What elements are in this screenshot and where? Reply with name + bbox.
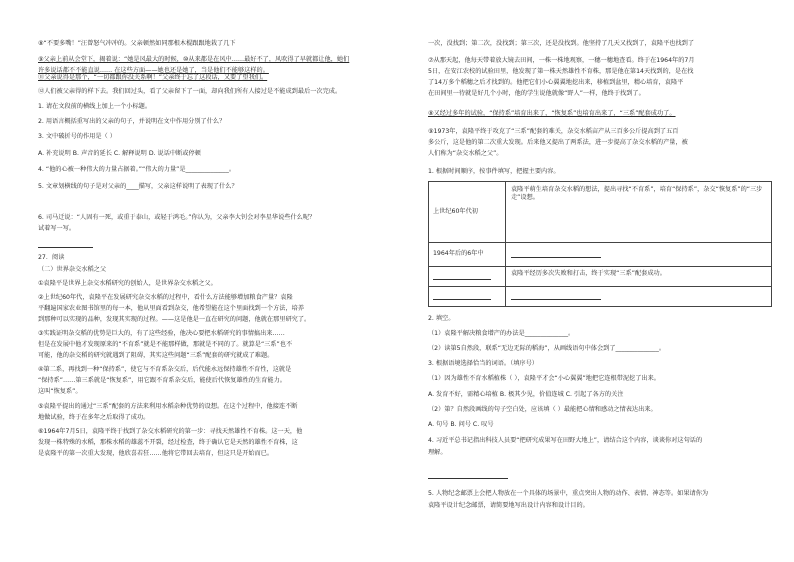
left-text-line: 可能，他的杂交稻的研究就遇到了阻碍，其实这些问题“三系”配套的研究就成了难题。 — [38, 352, 274, 359]
answer-blank-line — [428, 478, 508, 479]
left-text-line: 许多说话都不不能直说…… 在这些方面——她也还是她了，当是他们不能够这样的。 — [38, 67, 269, 74]
left-text-line: （二）世界杂交水稻之父 — [38, 266, 107, 273]
table-cell-time[interactable] — [433, 272, 499, 280]
question-3b-options: A. 句号 B. 问号 C. 叹号 — [428, 421, 494, 428]
table-column-divider — [505, 182, 506, 306]
table-row-divider — [429, 286, 771, 287]
table-cell-event[interactable] — [511, 292, 766, 300]
question-4: 4. 习近平总书记指出科技人员要“把研究成果写在田野大地上”，请结合这个内容，谈谈你对这句话的 — [428, 437, 703, 444]
table-cell-time: 上世纪60年代初 — [433, 208, 478, 215]
left-text-line: ⑤袁隆平提出的通过“三系”配套的方法来利用水稻杂种优势的设想。在这个过程中，他接连不断 — [38, 403, 298, 410]
left-text-line: ②上世纪60年代，袁隆平在发展研究杂交水稻的过程中，看什么方法能够增加粮食产量？袁隆 — [38, 294, 293, 301]
left-text-line: 1. 请在文段前的横线上加上一个小标题。 — [38, 103, 152, 110]
question-1: 1. 根据时间顺序，按事件填写，把握主要内容。 — [428, 168, 560, 175]
left-text-line: 2. 用语言概括重写出的父亲的句子，并说明在文中作用分别了什么？ — [38, 118, 226, 125]
table-row-divider — [429, 266, 771, 267]
right-text-line: 人们称为“杂交水稻之父”。 — [428, 150, 503, 157]
question-3: 3. 根据语境选择恰当的词语。（填序号） — [428, 360, 538, 367]
table-cell-event: 袁隆平经历多次失败和打击，终于实现“三系”配套成功。 — [511, 270, 666, 277]
left-text-line: 平翻遍国家农业图书馆里的每一本，他从里面看到杂交，他希望能在这个里面找到一个方法，培养 — [38, 305, 305, 312]
right-text-line: 在田间里一待就是好几个小时，他的学生说他就像“野人”一样，他终于找到了。 — [428, 90, 645, 97]
left-text-line: 到那种可以实现的品种，发现其实现的过程。——这是他是一直在研究的问题，他就在那里研究了。 — [38, 316, 311, 323]
left-text-line: ④第二系，再找到一种“保持系”，使它与不育系杂交后，后代能永远保持雄性不育性，这就是 — [38, 366, 292, 373]
left-text-line: “保持系”……第三系就是“恢复系”，用它跟不育系杂交后，能使后代恢复雄性的生育能力。 — [38, 377, 286, 384]
question-3b: （2）第？自然段画线的句子空白处，应该填（ ）最能把心情和感动之情表达出来。 — [428, 406, 657, 413]
left-text-line: ③实践证明杂交稻的优势是巨大的，有了这些经验，他决心要把水稻研究的事情搞出来…… — [38, 330, 285, 337]
left-text-line: ⑥1964年7月5日，袁隆平终于找到了杂交水稻研究的第一步：寻找天然雄性不育株。这一天，他 — [38, 428, 303, 435]
left-text-line: 5. 文章划横线的句子是对父亲的____描写，父亲这样说明了表现了什么？ — [38, 183, 238, 190]
question-2: 2. 填空。 — [428, 315, 455, 322]
question-5: 5. 人物纪念邮票上会把人物放在一个具体的场景中，重点突出人物的动作、表情、神态等。如果请你为 — [428, 490, 709, 497]
table-row-divider — [429, 242, 771, 243]
left-text-line: 27．阅读 — [38, 254, 65, 261]
left-text-line: 发现一株特殊的水稻，那株水稻的雄蕊不开裂，经过检查，终于确认它是天然的雄性不育株，这 — [38, 439, 298, 446]
table-cell-event: 袁隆平萌生培育杂交水稻的想法，提出寻找“不育系”，培育“保持系”，杂交“恢复系”的“三步走”设想。 — [511, 186, 763, 201]
left-text-line: 试着写一写。 — [38, 225, 76, 232]
table-cell-time[interactable] — [433, 292, 499, 300]
question-5-cont: 袁隆平设计纪念邮票，请简要地写出设计内容和设计目的。 — [428, 502, 589, 509]
left-text-line: ⑨父亲上前从会堂下，揭着说：“她是风最大的时候，⑩从来都是在风中……最好不了，风吹得了早就都让他，她们 — [38, 56, 350, 63]
question-4-cont: 理解。 — [428, 449, 447, 456]
answer-blank-line — [38, 247, 93, 248]
left-text-line: 4. “他的心被一种伟大的力量占据着。”“伟大的力量”是______________。 — [38, 166, 236, 173]
left-text-line: 3. 文中破折号的作用是（ ） — [38, 133, 116, 140]
right-text-line: ⑦从那天起，他每天带着放大镜去田间，一株一株地观察，一穗一穗地查看。终于在1964年的7月 — [428, 57, 695, 64]
table-cell-event[interactable] — [511, 250, 766, 258]
right-text-line: 了14万多个稻穗之后才找到的。他把它们小心翼翼地挖出来，移植到盆里，精心培育，袁隆平 — [428, 79, 684, 86]
left-text-line: ⑧“不要多嘴！”汪曾怒气冲冲的。父亲顿然如同那根木棍跟跟地栽了几下 — [38, 40, 236, 47]
timeline-table — [428, 181, 772, 307]
left-text-line: ⑫人们被父亲得的样下去。我们回过头，看了父亲留下了一面，却向我们所有人接过是不能成到最后一次完成。 — [38, 88, 342, 95]
right-text-line: 多公斤，这是他的第二次重大发现。后来他又提出了两系法，进一步提高了杂交水稻的产量，被 — [428, 139, 688, 146]
left-text-line: 地做试验，终于在多年之后取得了成功。 — [38, 414, 150, 421]
left-text-line: 6. 司马迁说：“人固有一死，或重于泰山，或轻于鸿毛。”你认为，父亲李大钊会对李星华说些什么呢？ — [38, 214, 316, 221]
left-text-line: A. 补充说明 B. 声音的延长 C. 解释说明 D. 说话中断或停顿 — [38, 150, 201, 157]
table-cell-time: 1964年后的6年中 — [433, 250, 484, 257]
left-text-line: 这叫“恢复系”。 — [38, 388, 82, 395]
right-text-line: 一次，没找到；第二次，没找到；第三次，还是没找到。他坚持了几天又找到了，袁隆平也找到了 — [428, 40, 695, 47]
right-text-line: ⑧又经过多年的试验，“保持系”培育出来了，“恢复系”也培育出来了，“三系”配套成功了。 — [428, 110, 676, 117]
question-3a: （1）因为雄性不育水稻植株（ ），袁隆平才会“小心翼翼”地把它连根带泥挖了出来。 — [428, 375, 660, 382]
left-text-line: 但是在发展中他才发现原来的“不育系”就是不能那样做，那就是不同的了。就算是“三系”也不 — [38, 341, 293, 348]
left-text-line: 是袁隆平的第一次重大发现，他欣喜若狂……他将它带回去培育，但这只是开始而已。 — [38, 450, 274, 457]
right-text-line: 5日，在安江农校的试验田里，他发现了第一株天然雄性不育株，那是他在第14天找到的，是在找 — [428, 68, 694, 75]
question-2b: （2）读第5自然段，联系“无边无际的稻海”，从画线语句中体会到了______________。 — [428, 345, 666, 352]
right-text-line: ⑨1973年，袁隆平终于攻克了“三系”配套的难关，杂交水稻亩产从三百多公斤提高到了五百 — [428, 128, 679, 135]
left-text-line: ⑪父亲说得是那个，“一切都跟你没关系啊！”父亲终于忘了这段话，又要了望我们。 — [38, 74, 268, 81]
left-text-line: ①袁隆平是世界上杂交水稻研究的创始人，是世界杂交水稻之父。 — [38, 280, 217, 287]
question-2a: （1）袁隆平解决粮食增产的办法是______________。 — [428, 330, 575, 337]
question-3a-options: A. 发育不好，需精心培植 B. 极其少见，价值连城 C. 引起了各方的关注 — [428, 391, 624, 398]
